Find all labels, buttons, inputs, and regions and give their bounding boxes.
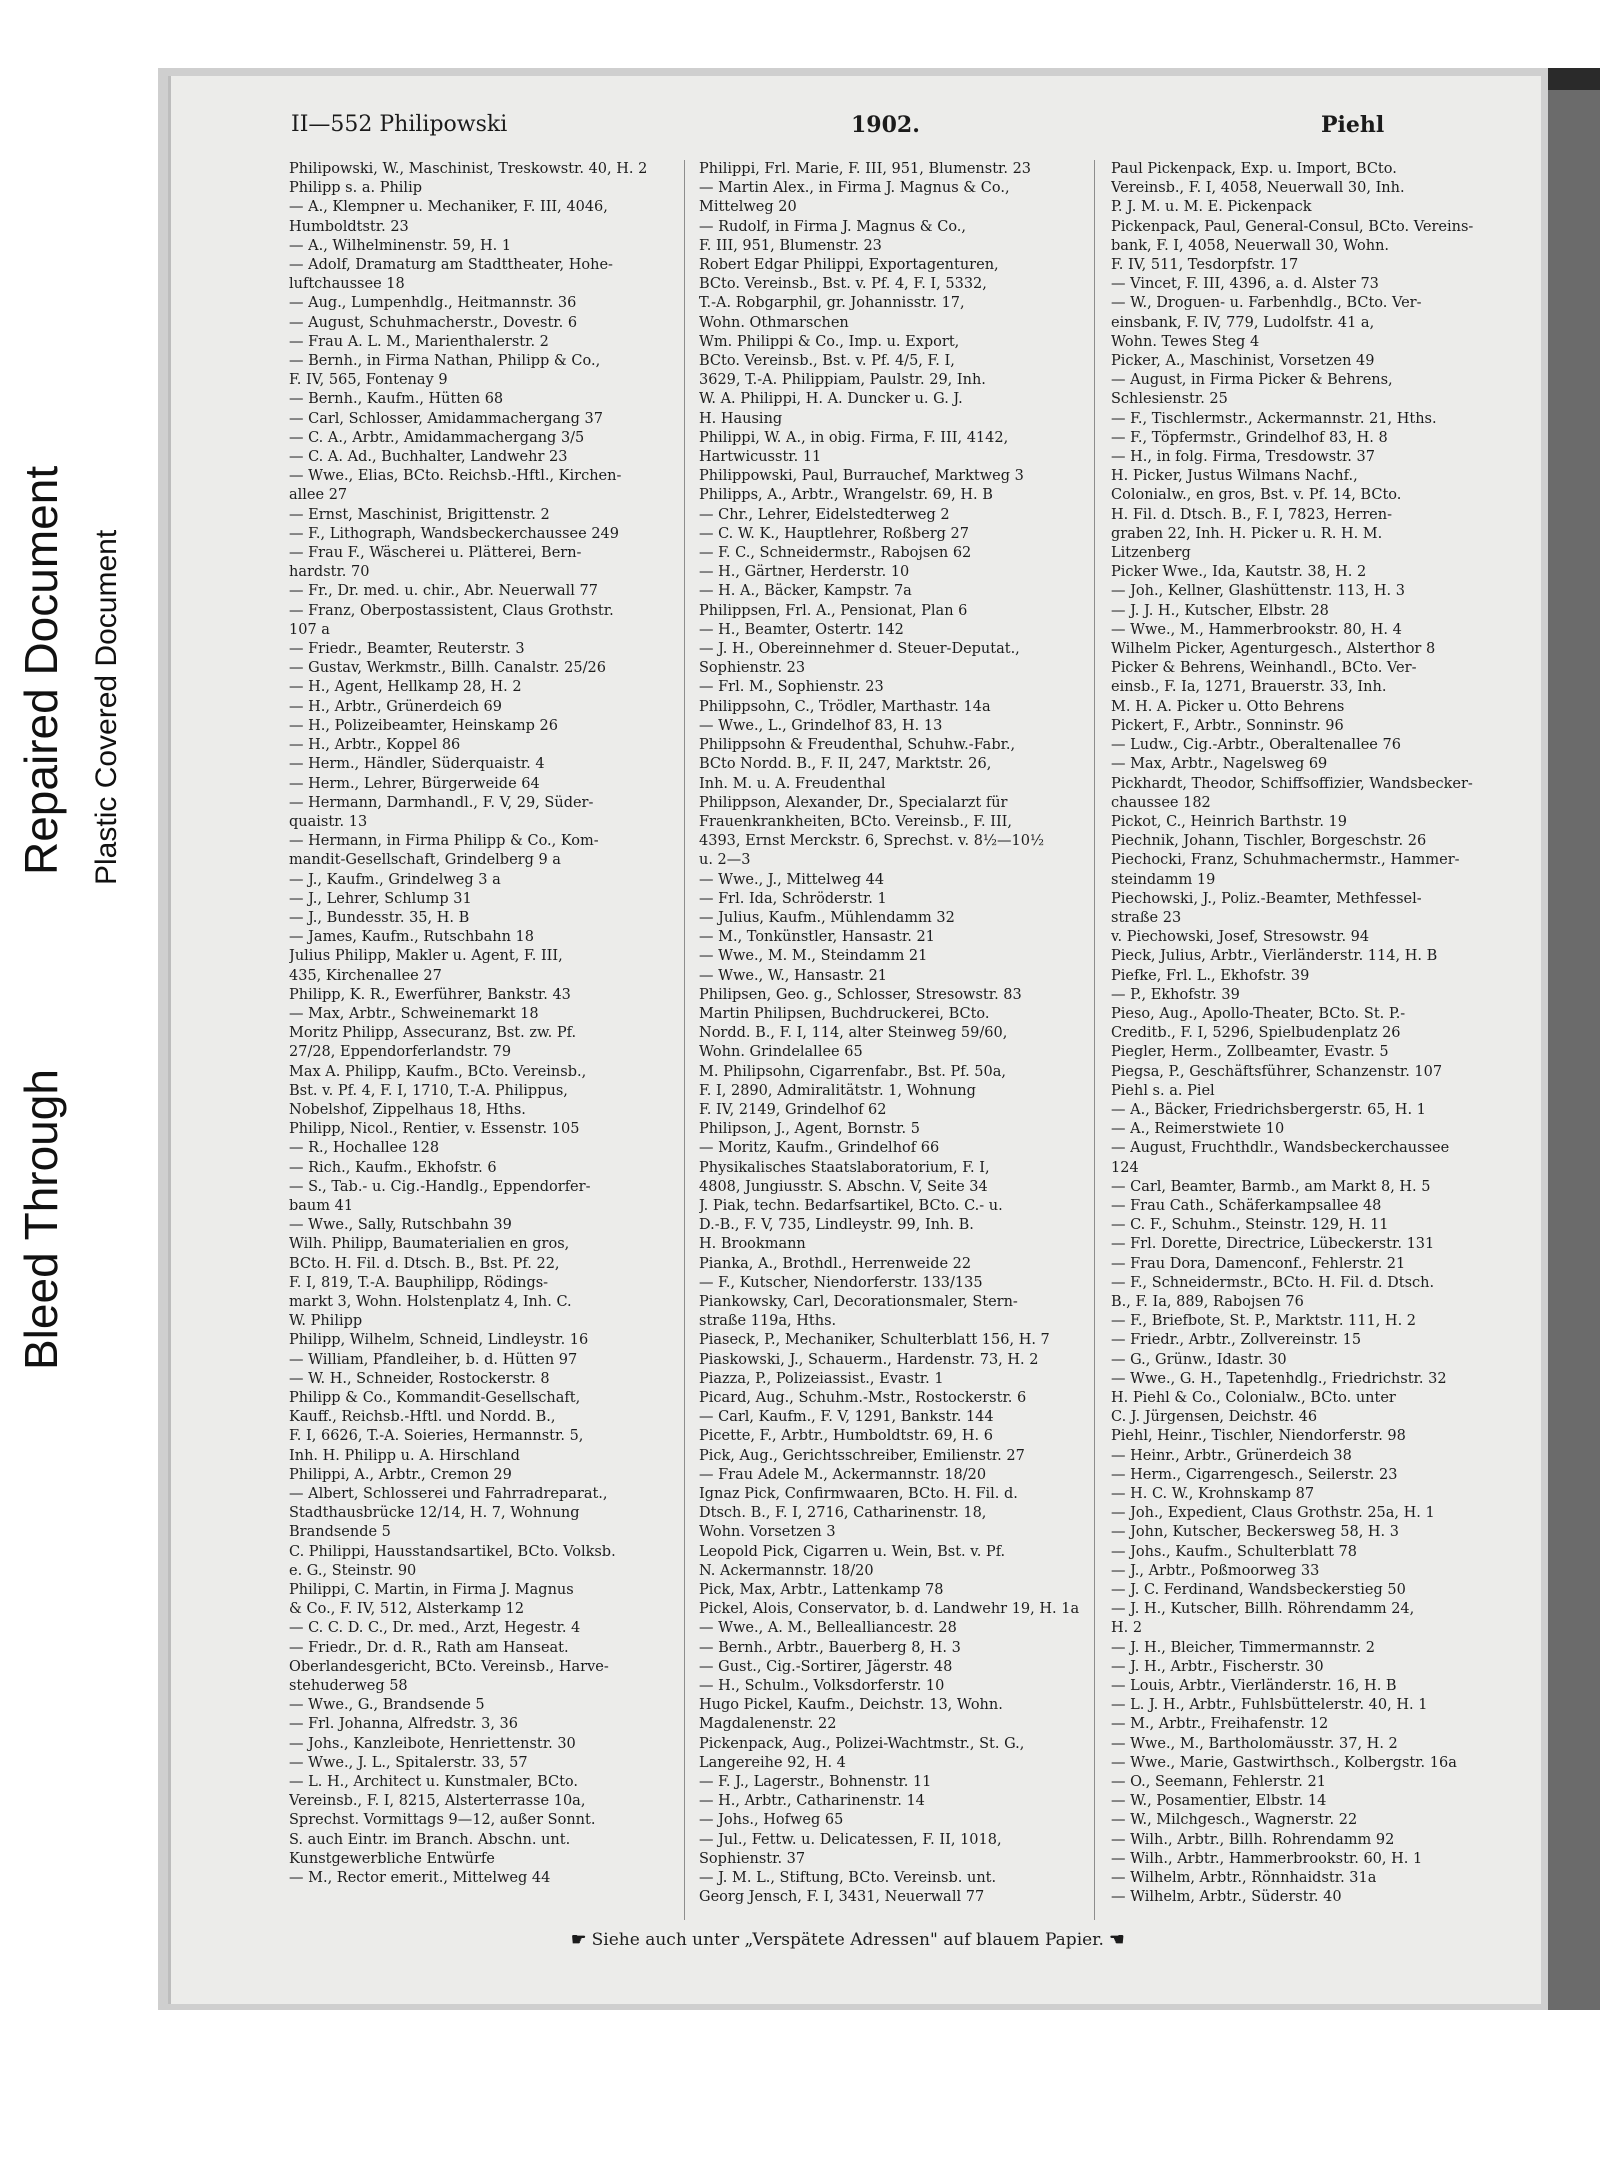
directory-entry-line: F. III, 951, Blumenstr. 23 [699,237,882,254]
directory-entry-line: — W., Droguen- u. Farbenhdlg., BCto. Ver- [1111,295,1422,312]
directory-entry-line: Wm. Philippi & Co., Imp. u. Export, [699,333,960,350]
directory-entry-line: — Wwe., Sally, Rutschbahn 39 [289,1217,512,1234]
directory-entry-line: bank, F. I, 4058, Neuerwall 30, Wohn. [1111,237,1390,254]
directory-entry-line: Piehl s. a. Piel [1111,1082,1215,1099]
page-footer [571,1930,1125,1950]
directory-entry-line: — Martin Alex., in Firma J. Magnus & Co., [699,180,1010,197]
directory-entry-line: 124 [1111,1159,1139,1176]
directory-entry-line: N. Ackermannstr. 18/20 [699,1562,874,1579]
directory-entry-line: v. Piechowski, Josef, Stresowstr. 94 [1111,929,1370,946]
directory-entry-line: Piechocki, Franz, Schuhmachermstr., Hammer- [1111,852,1460,869]
directory-entry-line: — C. W. K., Hauptlehrer, Roßberg 27 [699,525,969,542]
directory-entry-line: — Bernh., Kaufm., Hütten 68 [289,391,504,408]
directory-entry-line: quaistr. 13 [289,813,368,830]
directory-entry-line: — A., Bäcker, Friedrichsbergerstr. 65, H. 1 [1111,1101,1426,1118]
directory-entry-line: — Herm., Händler, Süderquaistr. 4 [289,756,545,773]
scanned-page [158,68,1600,2010]
directory-entry-line: 3629, T.-A. Philippiam, Paulstr. 29, Inh. [699,372,986,389]
footer-note: Siehe auch unter „Verspätete Adressen" auf blauem Papier. [591,1930,1104,1950]
directory-entry-line: — C. A. Ad., Buchhalter, Landwehr 23 [289,449,568,466]
directory-entry-line: Philipowski, W., Maschinist, Treskowstr. 40, H. 2 [289,161,648,177]
directory-entry-line: — J. M. L., Stiftung, BCto. Vereinsb. unt. [699,1870,997,1887]
directory-entry-line: T.-A. Robgarphil, gr. Johannisstr. 17, [699,295,965,312]
directory-entry-line: Hugo Pickel, Kaufm., Deichstr. 13, Wohn. [699,1697,1003,1714]
directory-entry-line: Piazza, P., Polizeiassist., Evastr. 1 [699,1370,944,1387]
directory-entry-line: Creditb., F. I, 5296, Spielbudenplatz 26 [1111,1025,1401,1042]
directory-entry-line: F. I, 819, T.-A. Bauphilipp, Rödings- [289,1274,549,1291]
plastic-covered-label: Plastic Covered Document [90,529,123,885]
directory-entry-line: Hartwicusstr. 11 [699,449,822,466]
directory-entry-line: F. IV, 511, Tesdorpfstr. 17 [1111,257,1299,274]
directory-entry-line: — Hermann, Darmhandl., F. V, 29, Süder- [289,794,594,811]
directory-entry-line: — Wwe., Elias, BCto. Reichsb.-Hftl., Kirchen- [289,468,622,485]
directory-entry-line: Picker & Behrens, Weinhandl., BCto. Ver- [1111,660,1417,677]
directory-entry-line: Philippi, C. Martin, in Firma J. Magnus [289,1582,574,1599]
directory-entry-line: — Frau Dora, Damenconf., Fehlerstr. 21 [1111,1255,1406,1272]
directory-entry-line: Georg Jensch, F. I, 3431, Neuerwall 77 [699,1889,985,1906]
directory-entry-line: — Wwe., M. M., Steindamm 21 [699,948,928,965]
directory-entry-line: Sophienstr. 37 [699,1850,806,1867]
directory-entry-line: Wilhelm Picker, Agenturgesch., Alsterthor 8 [1111,641,1436,658]
directory-entry-line: straße 23 [1111,909,1182,926]
directory-entry-line: Julius Philipp, Makler u. Agent, F. III, [289,948,563,965]
directory-entry-line: Pieso, Aug., Apollo-Theater, BCto. St. P.- [1111,1005,1406,1022]
column-1 [289,160,685,1920]
directory-entry-line: W. Philipp [289,1313,363,1330]
directory-entry-line: Brandsende 5 [289,1524,391,1541]
directory-entry-line: P. J. M. u. M. E. Pickenpack [1111,199,1312,216]
directory-entry-line: Pickert, F., Arbtr., Sonninstr. 96 [1111,717,1344,734]
directory-entry-line: — Frl. Ida, Schröderstr. 1 [699,890,887,907]
directory-entry-line: Philipsen, Geo. g., Schlosser, Stresowstr. 83 [699,986,1022,1003]
directory-entry-line: — J. H., Obereinnehmer d. Steuer-Deputat., [699,641,1020,658]
directory-entry-line: Pianka, A., Brothdl., Herrenweide 22 [699,1255,972,1272]
directory-entry-line: Magdalenenstr. 22 [699,1716,837,1733]
directory-entry-line: e. G., Steinstr. 90 [289,1562,417,1579]
directory-entry-line: 27/28, Eppendorferlandstr. 79 [289,1044,512,1061]
directory-entry-line: — F., Schneidermstr., BCto. H. Fil. d. Dtsch. [1111,1274,1435,1291]
directory-entry-line: graben 22, Inh. H. Picker u. R. H. M. [1111,525,1383,542]
directory-entry-line: — Adolf, Dramaturg am Stadttheater, Hohe- [289,257,613,274]
directory-entry-line: — P., Ekhofstr. 39 [1111,986,1240,1003]
directory-entry-line: BCto. H. Fil. d. Dtsch. B., Bst. Pf. 22, [289,1255,560,1272]
directory-entry-line: Philippi, A., Arbtr., Cremon 29 [289,1466,512,1483]
directory-entry-line: BCto. Vereinsb., Bst. v. Pf. 4, F. I, 5332, [699,276,987,293]
directory-entry-line: — Wwe., J. L., Spitalerstr. 33, 57 [289,1754,528,1771]
page-header [291,112,1511,152]
directory-entry-line: Piehl, Heinr., Tischler, Niendorferstr. 98 [1111,1428,1406,1445]
directory-entry-line: — Wwe., G., Brandsende 5 [289,1697,485,1714]
directory-entry-line: — J. J. H., Kutscher, Elbstr. 28 [1111,602,1329,619]
directory-entry-line: — F., Kutscher, Niendorferstr. 133/135 [699,1274,983,1291]
directory-entry-line: Pickot, C., Heinrich Barthstr. 19 [1111,813,1347,830]
directory-entry-line: — Johs., Kanzleibote, Henriettenstr. 30 [289,1735,576,1752]
directory-entry-line: — Frl. Johanna, Alfredstr. 3, 36 [289,1716,519,1733]
directory-entry-line: Oberlandesgericht, BCto. Vereinsb., Harve- [289,1658,609,1675]
directory-entry-line: F. I, 2890, Admiralitätstr. 1, Wohnung [699,1082,976,1099]
directory-entry-line: Inh. H. Philipp u. A. Hirschland [289,1447,520,1464]
directory-entry-line: — Wwe., M., Bartholomäusstr. 37, H. 2 [1111,1735,1398,1752]
directory-entry-line: B., F. Ia, 889, Rabojsen 76 [1111,1293,1304,1310]
header-year: 1902. [851,112,920,138]
header-last-entry: Piehl [1321,112,1385,138]
directory-entry-line: — M., Tonkünstler, Hansastr. 21 [699,929,935,946]
directory-entry-line: — Albert, Schlosserei und Fahrradreparat., [289,1486,608,1503]
directory-entry-line: — Wwe., M., Hammerbrookstr. 80, H. 4 [1111,621,1402,638]
directory-entry-line: — Joh., Kellner, Glashüttenstr. 113, H. 3 [1111,583,1405,600]
directory-entry-line: H. Brookmann [699,1236,806,1253]
hand-pointer-right-icon: ☚ [1109,1930,1125,1950]
directory-entry-line: — Wilhelm, Arbtr., Rönnhaidstr. 31a [1111,1870,1377,1887]
directory-entry-line: — Carl, Kaufm., F. V, 1291, Bankstr. 144 [699,1409,994,1426]
directory-entry-line: — Jul., Fettw. u. Delicatessen, F. II, 1018, [699,1831,1002,1848]
directory-entry-line: Schlesienstr. 25 [1111,391,1228,408]
directory-entry-line: Nordd. B., F. I, 114, alter Steinweg 59/60, [699,1025,1008,1042]
directory-entry-line: Philippson, Alexander, Dr., Specialarzt für [699,794,1008,811]
directory-entry-line: Pickel, Alois, Conservator, b. d. Landwehr 19, H. 1a [699,1601,1080,1618]
directory-entry-line: & Co., F. IV, 512, Alsterkamp 12 [289,1601,525,1618]
directory-entry-line: — Wwe., G. H., Tapetenhdlg., Friedrichstr. 32 [1111,1370,1447,1387]
directory-entry-line: — August, Fruchthdlr., Wandsbeckerchaussee [1111,1140,1450,1157]
directory-entry-line: — H., Arbtr., Catharinenstr. 14 [699,1793,925,1810]
directory-page [168,76,1541,2004]
directory-entry-line: Philipps, A., Arbtr., Wrangelstr. 69, H. B [699,487,993,504]
directory-entry-line: F. IV, 565, Fontenay 9 [289,372,448,389]
column-2 [699,160,1095,1920]
directory-entry-line: — H., Schulm., Volksdorferstr. 10 [699,1678,945,1695]
directory-entry-line: Piegler, Herm., Zollbeamter, Evastr. 5 [1111,1044,1389,1061]
directory-entry-line: — H., Agent, Hellkamp 28, H. 2 [289,679,522,696]
directory-entry-line: — F., Tischlermstr., Ackermannstr. 21, Hths. [1111,410,1437,427]
directory-entry-line: Philippi, Frl. Marie, F. III, 951, Blumenstr. 23 [699,161,1032,177]
directory-entry-line: — J., Lehrer, Schlump 31 [289,890,472,907]
directory-entry-line: — F., Briefbote, St. P., Marktstr. 111, H. 2 [1111,1313,1417,1330]
directory-entry-line: Kauff., Reichsb.-Hftl. und Nordd. B., [289,1409,556,1426]
directory-entry-line: — Joh., Expedient, Claus Grothstr. 25a, H. 1 [1111,1505,1435,1522]
directory-entry-line: hardstr. 70 [289,564,370,581]
column-3 [1111,160,1506,1920]
directory-entry-line: — H., Arbtr., Grünerdeich 69 [289,698,502,715]
directory-entry-line: — Bernh., in Firma Nathan, Philipp & Co., [289,353,601,370]
directory-entry-line: Vereinsb., F. I, 8215, Alsterterrasse 10a, [289,1793,586,1810]
directory-entry-line: — M., Rector emerit., Mittelweg 44 [289,1870,551,1887]
directory-entry-line: Moritz Philipp, Assecuranz, Bst. zw. Pf. [289,1025,577,1042]
directory-entry-line: — Heinr., Arbtr., Grünerdeich 38 [1111,1447,1352,1464]
directory-entry-line: — August, in Firma Picker & Behrens, [1111,372,1393,389]
directory-entry-line: — J., Kaufm., Grindelweg 3 a [289,871,501,888]
directory-entry-line: — F. C., Schneidermstr., Rabojsen 62 [699,545,972,562]
directory-entry-line: — W., Milchgesch., Wagnerstr. 22 [1111,1812,1358,1829]
directory-entry-line: Philippowski, Paul, Burrauchef, Marktweg 3 [699,468,1024,485]
directory-entry-line: Ignaz Pick, Confirmwaaren, BCto. H. Fil. d. [699,1486,1018,1503]
directory-entry-line: — Ernst, Maschinist, Brigittenstr. 2 [289,506,550,523]
directory-entry-line: — J. C. Ferdinand, Wandsbeckerstieg 50 [1111,1582,1406,1599]
directory-entry-line: Piegsa, P., Geschäftsführer, Schanzenstr. 107 [1111,1063,1443,1080]
directory-entry-line: Philipp, K. R., Ewerführer, Bankstr. 43 [289,986,571,1003]
directory-entry-line: — John, Kutscher, Beckersweg 58, H. 3 [1111,1524,1400,1541]
directory-entry-line: allee 27 [289,487,348,504]
binder-edge [1548,68,1600,2010]
directory-entry-line: — Aug., Lumpenhdlg., Heitmannstr. 36 [289,295,577,312]
directory-entry-line: — H., Beamter, Ostertr. 142 [699,621,904,638]
directory-entry-line: Langereihe 92, H. 4 [699,1754,846,1771]
directory-entry-line: — Julius, Kaufm., Mühlendamm 32 [699,909,955,926]
directory-entry-line: F. IV, 2149, Grindelhof 62 [699,1101,887,1118]
directory-entry-line: — Ludw., Cig.-Arbtr., Oberaltenallee 76 [1111,737,1401,754]
directory-entry-line: — A., Klempner u. Mechaniker, F. III, 4046, [289,199,608,216]
directory-entry-line: — Wwe., L., Grindelhof 83, H. 13 [699,717,943,734]
directory-entry-line: Robert Edgar Philippi, Exportagenturen, [699,257,999,274]
directory-entry-line: — Friedr., Beamter, Reuterstr. 3 [289,641,525,658]
directory-entry-line: — A., Wilhelminenstr. 59, H. 1 [289,237,512,254]
directory-entry-line: Philipp, Wilhelm, Schneid, Lindleystr. 16 [289,1332,589,1349]
directory-entry-line: straße 119a, Hths. [699,1313,837,1330]
directory-entry-line: — Louis, Arbtr., Vierländerstr. 16, H. B [1111,1678,1397,1695]
directory-entry-line: — J., Arbtr., Poßmoorweg 33 [1111,1562,1320,1579]
directory-entry-line: Frauenkrankheiten, BCto. Vereinsb., F. III, [699,813,1013,830]
directory-entry-line: Picker, A., Maschinist, Vorsetzen 49 [1111,353,1375,370]
directory-entry-line: — L. H., Architect u. Kunstmaler, BCto. [289,1774,579,1791]
directory-entry-line: Pick, Aug., Gerichtsschreiber, Emilienstr. 27 [699,1447,1025,1464]
directory-entry-line: Mittelweg 20 [699,199,797,216]
directory-entry-line: — James, Kaufm., Rutschbahn 18 [289,929,534,946]
directory-entry-line: Vereinsb., F. I, 4058, Neuerwall 30, Inh. [1111,180,1405,197]
directory-entry-line: Pickenpack, Paul, General-Consul, BCto. Vereins- [1111,218,1474,235]
directory-entry-line: — F. J., Lagerstr., Bohnenstr. 11 [699,1774,932,1791]
directory-entry-line: 4808, Jungiusstr. S. Abschn. V, Seite 34 [699,1178,988,1195]
directory-entry-line: — Max, Arbtr., Nagelsweg 69 [1111,756,1328,773]
entry-columns [289,160,1529,1920]
directory-entry-line: — M., Arbtr., Freihafenstr. 12 [1111,1716,1329,1733]
directory-entry-line: Pickhardt, Theodor, Schiffsoffizier, Wandsbecker- [1111,775,1473,792]
directory-entry-line: — C. C. D. C., Dr. med., Arzt, Hegestr. 4 [289,1620,581,1637]
directory-entry-line: mandit-Gesellschaft, Grindelberg 9 a [289,852,561,869]
directory-entry-line: Pickenpack, Aug., Polizei-Wachtmstr., St. G., [699,1735,1025,1752]
directory-entry-line: H. 2 [1111,1620,1143,1637]
directory-entry-line: C. Philippi, Hausstandsartikel, BCto. Volksb. [289,1543,616,1560]
directory-entry-line: Paul Pickenpack, Exp. u. Import, BCto. [1111,161,1397,177]
directory-entry-line: — Wwe., W., Hansastr. 21 [699,967,888,984]
directory-entry-line: — H., Gärtner, Herderstr. 10 [699,564,910,581]
directory-entry-line: Wohn. Othmarschen [699,314,849,331]
header-page-range: II—552 Philipowski [291,112,508,137]
directory-entry-line: — R., Hochallee 128 [289,1140,440,1157]
directory-entry-line: — William, Pfandleiher, b. d. Hütten 97 [289,1351,578,1368]
directory-entry-line: — Frau Cath., Schäferkampsallee 48 [1111,1197,1382,1214]
directory-entry-line: — Wwe., A. M., Bellealliancestr. 28 [699,1620,957,1637]
directory-entry-line: Pick, Max, Arbtr., Lattenkamp 78 [699,1582,944,1599]
directory-entry-line: Stadthausbrücke 12/14, H. 7, Wohnung [289,1505,580,1522]
directory-entry-line: — Gust., Cig.-Sortirer, Jägerstr. 48 [699,1658,953,1675]
directory-entry-line: — Max, Arbtr., Schweinemarkt 18 [289,1005,539,1022]
directory-entry-line: Philipp & Co., Kommandit-Gesellschaft, [289,1390,581,1406]
directory-entry-line: Wohn. Tewes Steg 4 [1111,333,1260,350]
hand-pointer-left-icon: ☛ [571,1930,587,1950]
directory-entry-line: — Herm., Lehrer, Bürgerweide 64 [289,775,540,792]
directory-entry-line: — Frau A. L. M., Marienthalerstr. 2 [289,333,549,350]
directory-entry-line: — Wilh., Arbtr., Billh. Rohrendamm 92 [1111,1831,1395,1848]
directory-entry-line: 107 a [289,621,330,638]
directory-entry-line: — Moritz, Kaufm., Grindelhof 66 [699,1140,940,1157]
directory-entry-line: BCto. Vereinsb., Bst. v. Pf. 4/5, F. I, [699,353,955,370]
directory-entry-line: — Wilh., Arbtr., Hammerbrookstr. 60, H. 1 [1111,1850,1423,1867]
directory-entry-line: — Herm., Cigarrengesch., Seilerstr. 23 [1111,1466,1398,1483]
directory-entry-line: Kunstgewerbliche Entwürfe [289,1850,495,1867]
directory-entry-line: — J. H., Kutscher, Billh. Röhrendamm 24, [1111,1601,1415,1618]
directory-entry-line: Wilh. Philipp, Baumaterialien en gros, [289,1236,570,1253]
directory-entry-line: Philipp, Nicol., Rentier, v. Essenstr. 105 [289,1121,580,1138]
directory-entry-line: Humboldtstr. 23 [289,218,409,235]
directory-entry-line: u. 2—3 [699,852,751,869]
directory-entry-line: BCto Nordd. B., F. II, 247, Marktstr. 26, [699,756,992,773]
directory-entry-line: — Bernh., Arbtr., Bauerberg 8, H. 3 [699,1639,961,1656]
directory-entry-line: Picette, F., Arbtr., Humboldtstr. 69, H. 6 [699,1428,993,1445]
directory-entry-line: — Johs., Kaufm., Schulterblatt 78 [1111,1543,1358,1560]
directory-entry-line: — Friedr., Dr. d. R., Rath am Hanseat. [289,1639,569,1656]
directory-entry-line: — J. H., Arbtr., Fischerstr. 30 [1111,1658,1324,1675]
directory-entry-line: markt 3, Wohn. Holstenplatz 4, Inh. C. [289,1293,572,1310]
directory-entry-line: — Fr., Dr. med. u. chir., Abr. Neuerwall 77 [289,583,598,600]
directory-entry-line: — Friedr., Arbtr., Zollvereinstr. 15 [1111,1332,1362,1349]
directory-entry-line: — August, Schuhmacherstr., Dovestr. 6 [289,314,578,331]
directory-entry-line: — Wwe., Marie, Gastwirthsch., Kolbergstr. 16a [1111,1754,1457,1771]
directory-entry-line: luftchaussee 18 [289,276,405,293]
directory-entry-line: Piefke, Frl. L., Ekhofstr. 39 [1111,967,1310,984]
directory-entry-line: — Frl. M., Sophienstr. 23 [699,679,884,696]
directory-entry-line: — F., Töpfermstr., Grindelhof 83, H. 8 [1111,429,1388,446]
directory-entry-line: — C. F., Schuhm., Steinstr. 129, H. 11 [1111,1217,1389,1234]
directory-entry-line: — Vincet, F. III, 4396, a. d. Alster 73 [1111,276,1379,293]
directory-entry-line: — O., Seemann, Fehlerstr. 21 [1111,1774,1326,1791]
directory-entry-line: — Frau F., Wäscherei u. Plätterei, Bern- [289,545,582,562]
directory-entry-line: Piechnik, Johann, Tischler, Borgeschstr. 26 [1111,833,1427,850]
directory-entry-line: Bst. v. Pf. 4, F. I, 1710, T.-A. Philippus, [289,1082,568,1099]
directory-entry-line: — W., Posamentier, Elbstr. 14 [1111,1793,1327,1810]
directory-entry-line: Sophienstr. 23 [699,660,806,677]
directory-entry-line: Colonialw., en gros, Bst. v. Pf. 14, BCto. [1111,487,1402,504]
directory-entry-line: H. Fil. d. Dtsch. B., F. I, 7823, Herren- [1111,506,1392,523]
directory-entry-line: M. Philipsohn, Cigarrenfabr., Bst. Pf. 50a, [699,1063,1006,1080]
directory-entry-line: — F., Lithograph, Wandsbeckerchaussee 249 [289,525,620,542]
directory-entry-line: — J. H., Bleicher, Timmermannstr. 2 [1111,1639,1376,1656]
directory-entry-line: Nobelshof, Zippelhaus 18, Hths. [289,1101,526,1118]
directory-entry-line: — Franz, Oberpostassistent, Claus Grothstr. [289,602,614,619]
directory-entry-line: — C. A., Arbtr., Amidammachergang 3/5 [289,429,585,446]
directory-entry-line: Leopold Pick, Cigarren u. Wein, Bst. v. Pf. [699,1543,1006,1560]
directory-entry-line: chaussee 182 [1111,794,1211,811]
directory-entry-line: — Carl, Schlosser, Amidammachergang 37 [289,410,603,427]
directory-entry-line: — Wilhelm, Arbtr., Süderstr. 40 [1111,1889,1342,1906]
directory-entry-line: — A., Reimerstwiete 10 [1111,1121,1285,1138]
directory-entry-line: 435, Kirchenallee 27 [289,967,442,984]
directory-entry-line: — W. H., Schneider, Rostockerstr. 8 [289,1370,550,1387]
directory-entry-line: H. Piehl & Co., Colonialw., BCto. unter [1111,1390,1396,1406]
repaired-document-label: Repaired Document [15,465,67,875]
directory-entry-line: — H., Polizeibeamter, Heinskamp 26 [289,717,559,734]
directory-entry-line: Physikalisches Staatslaboratorium, F. I, [699,1159,990,1176]
directory-entry-line: Wohn. Grindelallee 65 [699,1044,863,1061]
directory-entry-line: — Carl, Beamter, Barmb., am Markt 8, H. 5 [1111,1178,1431,1195]
directory-entry-line: 4393, Ernst Merckstr. 6, Sprechst. v. 8½—10½ [699,833,1045,850]
directory-entry-line: — J., Bundesstr. 35, H. B [289,909,470,926]
directory-entry-line: Philippsohn & Freudenthal, Schuhw.-Fabr., [699,737,1016,754]
directory-entry-line: — H., Arbtr., Koppel 86 [289,737,461,754]
directory-entry-line: M. H. A. Picker u. Otto Behrens [1111,698,1345,715]
directory-entry-line: Picker Wwe., Ida, Kautstr. 38, H. 2 [1111,564,1367,581]
directory-entry-line: Philippi, W. A., in obig. Firma, F. III, 4142, [699,429,1009,446]
directory-entry-line: — Wwe., J., Mittelweg 44 [699,871,885,888]
directory-entry-line: steindamm 19 [1111,871,1216,888]
directory-entry-line: H. Picker, Justus Wilmans Nachf., [1111,468,1358,485]
directory-entry-line: Philippsohn, C., Trödler, Marthastr. 14a [699,698,991,715]
directory-entry-line: Philipson, J., Agent, Bornstr. 5 [699,1121,920,1138]
directory-entry-line: Piaskowski, J., Schauerm., Hardenstr. 73, H. 2 [699,1351,1039,1368]
directory-entry-line: Inh. M. u. A. Freudenthal [699,775,886,792]
directory-entry-line: — L. J. H., Arbtr., Fuhlsbüttelerstr. 40, H. 1 [1111,1697,1428,1714]
directory-entry-line: — Johs., Hofweg 65 [699,1812,844,1829]
directory-entry-line: Philippsen, Frl. A., Pensionat, Plan 6 [699,602,968,619]
directory-entry-line: Piaseck, P., Mechaniker, Schulterblatt 156, H. 7 [699,1332,1050,1349]
directory-entry-line: — Hermann, in Firma Philipp & Co., Kom- [289,833,599,850]
directory-entry-line: Piechowski, J., Poliz.-Beamter, Methfessel- [1111,890,1422,907]
directory-entry-line: stehuderweg 58 [289,1678,408,1695]
directory-entry-line: D.-B., F. V, 735, Lindleystr. 99, Inh. B. [699,1217,974,1234]
directory-entry-line: S. auch Eintr. im Branch. Abschn. unt. [289,1831,571,1848]
directory-entry-line: C. J. Jürgensen, Deichstr. 46 [1111,1409,1318,1426]
directory-entry-line: — G., Grünw., Idastr. 30 [1111,1351,1287,1368]
directory-entry-line: Pieck, Julius, Arbtr., Vierländerstr. 114, H. B [1111,948,1438,965]
directory-entry-line: Sprechst. Vormittags 9—12, außer Sonnt. [289,1812,596,1829]
directory-entry-line: baum 41 [289,1197,354,1214]
directory-entry-line: — H. C. W., Krohnskamp 87 [1111,1486,1315,1503]
directory-entry-line: Piankowsky, Carl, Decorationsmaler, Stern- [699,1293,1018,1310]
directory-entry-line: — H. A., Bäcker, Kampstr. 7a [699,583,912,600]
directory-entry-line: — Frl. Dorette, Directrice, Lübeckerstr. 131 [1111,1236,1435,1253]
directory-entry-line: einsbank, F. IV, 779, Ludolfstr. 41 a, [1111,314,1375,331]
directory-entry-line: W. A. Philippi, H. A. Duncker u. G. J. [699,391,963,408]
directory-entry-line: Picard, Aug., Schuhm.-Mstr., Rostockerstr. 6 [699,1390,1027,1406]
directory-entry-line: — Chr., Lehrer, Eidelstedterweg 2 [699,506,950,523]
directory-entry-line: — S., Tab.- u. Cig.-Handlg., Eppendorfer- [289,1178,591,1195]
document-labels [6,140,156,1370]
directory-entry-line: H. Hausing [699,410,783,427]
directory-entry-line: — Rudolf, in Firma J. Magnus & Co., [699,218,967,235]
directory-entry-line: einsb., F. Ia, 1271, Brauerstr. 33, Inh. [1111,679,1387,696]
directory-entry-line: — Frau Adele M., Ackermannstr. 18/20 [699,1466,987,1483]
directory-entry-line: Philipp s. a. Philip [289,180,422,197]
directory-entry-line: Litzenberg [1111,545,1191,562]
directory-entry-line: J. Piak, techn. Bedarfsartikel, BCto. C.- u. [699,1197,1003,1214]
directory-entry-line: — Gustav, Werkmstr., Billh. Canalstr. 25/26 [289,660,606,677]
directory-entry-line: F. I, 6626, T.-A. Soieries, Hermannstr. 5, [289,1428,584,1445]
directory-entry-line: — H., in folg. Firma, Tresdowstr. 37 [1111,449,1375,466]
directory-entry-line: Martin Philipsen, Buchdruckerei, BCto. [699,1005,990,1022]
directory-entry-line: Dtsch. B., F. I, 2716, Catharinenstr. 18, [699,1505,987,1522]
directory-entry-line: Max A. Philipp, Kaufm., BCto. Vereinsb., [289,1063,587,1080]
directory-entry-line: — Rich., Kaufm., Ekhofstr. 6 [289,1159,497,1176]
bleed-through-label: Bleed Through [15,1069,67,1370]
directory-entry-line: Wohn. Vorsetzen 3 [699,1524,836,1541]
